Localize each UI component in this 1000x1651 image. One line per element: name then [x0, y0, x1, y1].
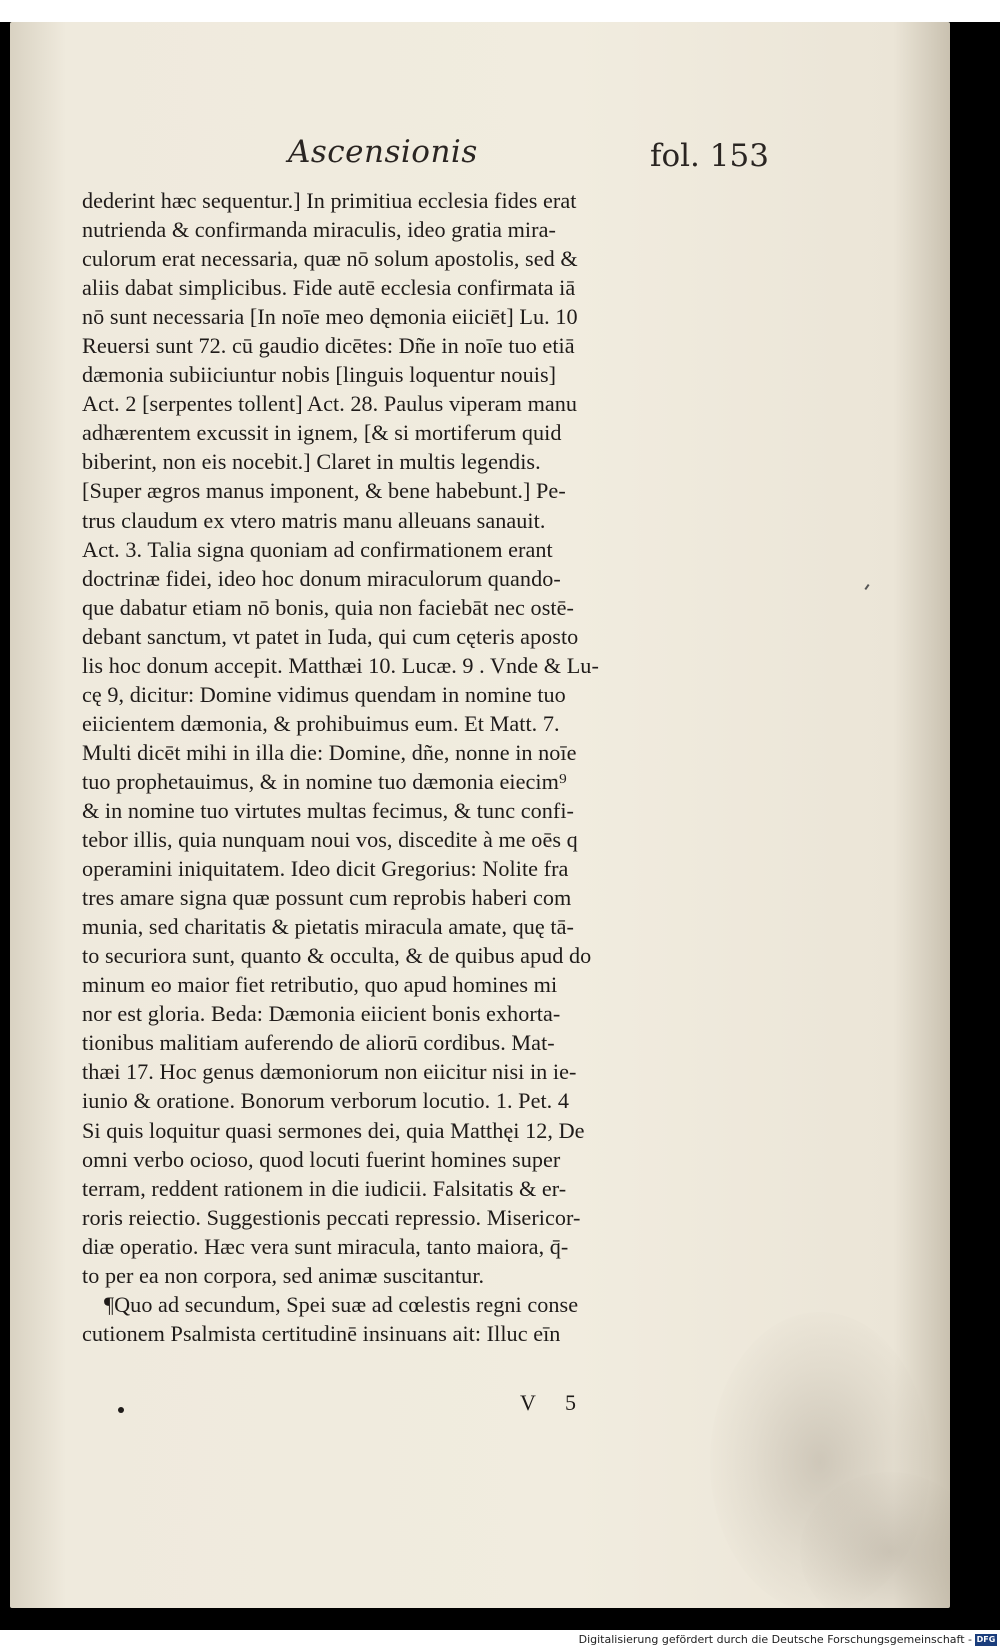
text-line: to securiora sunt, quanto & occulta, & de quibus apud do	[82, 943, 592, 969]
digitization-footer	[0, 1630, 1000, 1651]
text-line: tuo prophetauimus, & in nomine tuo dæmonia eiecim⁹	[82, 768, 567, 794]
text-line: dæmonia subiiciuntur nobis [linguis loquentur nouis]	[82, 362, 557, 388]
text-line: iunio & oratione. Bonorum verborum locutio. 1. Pet. 4	[82, 1088, 570, 1114]
dfg-logo: DFG	[976, 1635, 996, 1644]
text-line: que dabatur etiam nō bonis, quia non faciebāt nec ostē-	[82, 594, 574, 620]
text-line: trus claudum ex vtero matris manu alleuans sanauit.	[82, 507, 546, 533]
text-line: tres amare signa quæ possunt cum reprobis haberi com	[82, 885, 572, 911]
text-line: cutionem Psalmista certitudinē insinuans ait: Illuc eīn	[82, 1320, 561, 1346]
text-line: biberint, non eis nocebit.] Claret in multis legendis.	[82, 449, 541, 475]
ink-dot	[118, 1407, 124, 1413]
text-line: operamini iniquitatem. Ideo dicit Gregorius: Nolite fra	[82, 856, 569, 882]
text-line: roris reiectio. Suggestionis peccati repressio. Misericor-	[82, 1204, 581, 1230]
text-line: doctrinæ fidei, ideo hoc donum miraculorum quando-	[82, 565, 561, 591]
text-line: tionibus malitiam auferendo de aliorū cordibus. Mat-	[82, 1030, 555, 1056]
text-line: munia, sed charitatis & pietatis miracula amate, quę tā-	[82, 914, 574, 940]
text-line: omni verbo ocioso, quod locuti fuerint homines super	[82, 1146, 561, 1172]
text-line: [Super ægros manus imponent, & bene habebunt.] Pe-	[82, 478, 566, 504]
text-line: diæ operatio. Hæc vera sunt miracula, tanto maiora, q̄-	[82, 1233, 569, 1259]
text-line: aliis dabat simplicibus. Fide autē ecclesia confirmata iā	[82, 275, 576, 301]
folio-number: fol. 153	[650, 138, 769, 174]
text-line: nutrienda & confirmanda miraculis, ideo gratia mira-	[82, 217, 556, 243]
text-line: eiicientem dæmonia, & prohibuimus eum. Et Matt. 7.	[82, 710, 560, 736]
text-line: terram, reddent rationem in die iudicii. Falsitatis & er-	[82, 1175, 567, 1201]
text-line: cę 9, dicitur: Domine vidimus quendam in nomine tuo	[82, 681, 566, 707]
text-line: to per ea non corpora, sed animæ suscitantur.	[82, 1262, 485, 1288]
text-line: minum eo maior fiet retributio, quo apud homines mi	[82, 972, 558, 998]
text-line: Act. 3. Talia signa quoniam ad confirmationem erant	[82, 536, 553, 562]
body-text	[82, 186, 772, 1348]
book-page	[10, 22, 950, 1608]
text-line: Si quis loquitur quasi sermones dei, quia Matthęi 12, De	[82, 1117, 585, 1143]
margin-mark	[864, 584, 869, 590]
text-line: dederint hæc sequentur.] In primitiua ecclesia fides erat	[82, 188, 577, 213]
top-margin-strip	[0, 0, 1000, 22]
text-line: nō sunt necessaria [In noīe meo dęmonia eiiciēt] Lu. 10	[82, 304, 578, 330]
signature-mark: V 5	[520, 1390, 588, 1415]
text-line: adhærentem excussit in ignem, [& si mortiferum quid	[82, 420, 562, 446]
text-line: culorum erat necessaria, quæ nō solum apostolis, sed &	[82, 246, 578, 272]
text-line: Act. 2 [serpentes tollent] Act. 28. Paulus viperam manu	[82, 391, 578, 417]
text-line: tebor illis, quia nunquam noui vos, discedite à me oēs q	[82, 827, 578, 853]
text-line: ¶Quo ad secundum, Spei suæ ad cœlestis regni conse	[104, 1291, 579, 1317]
text-line: debant sanctum, vt patet in Iuda, qui cum cęteris aposto	[82, 623, 579, 649]
text-line: thæi 17. Hoc genus dæmoniorum non eiicitur nisi in ie-	[82, 1059, 577, 1085]
text-line: nor est gloria. Beda: Dæmonia eiicient bonis exhorta-	[82, 1001, 561, 1027]
text-line: Reuersi sunt 72. cū gaudio dicētes: Dñe in noīe tuo etiā	[82, 333, 575, 359]
running-head: Ascensionis	[288, 134, 478, 170]
text-line: & in nomine tuo virtutes multas fecimus, & tunc confi-	[82, 797, 574, 823]
footer-credit: Digitalisierung gefördert durch die Deutsche Forschungsgemeinschaft -	[578, 1633, 972, 1646]
text-line: Multi dicēt mihi in illa die: Domine, dñe, nonne in noīe	[82, 739, 577, 765]
text-line: lis hoc donum accepit. Matthæi 10. Lucæ. 9 . Vnde & Lu-	[82, 652, 599, 678]
